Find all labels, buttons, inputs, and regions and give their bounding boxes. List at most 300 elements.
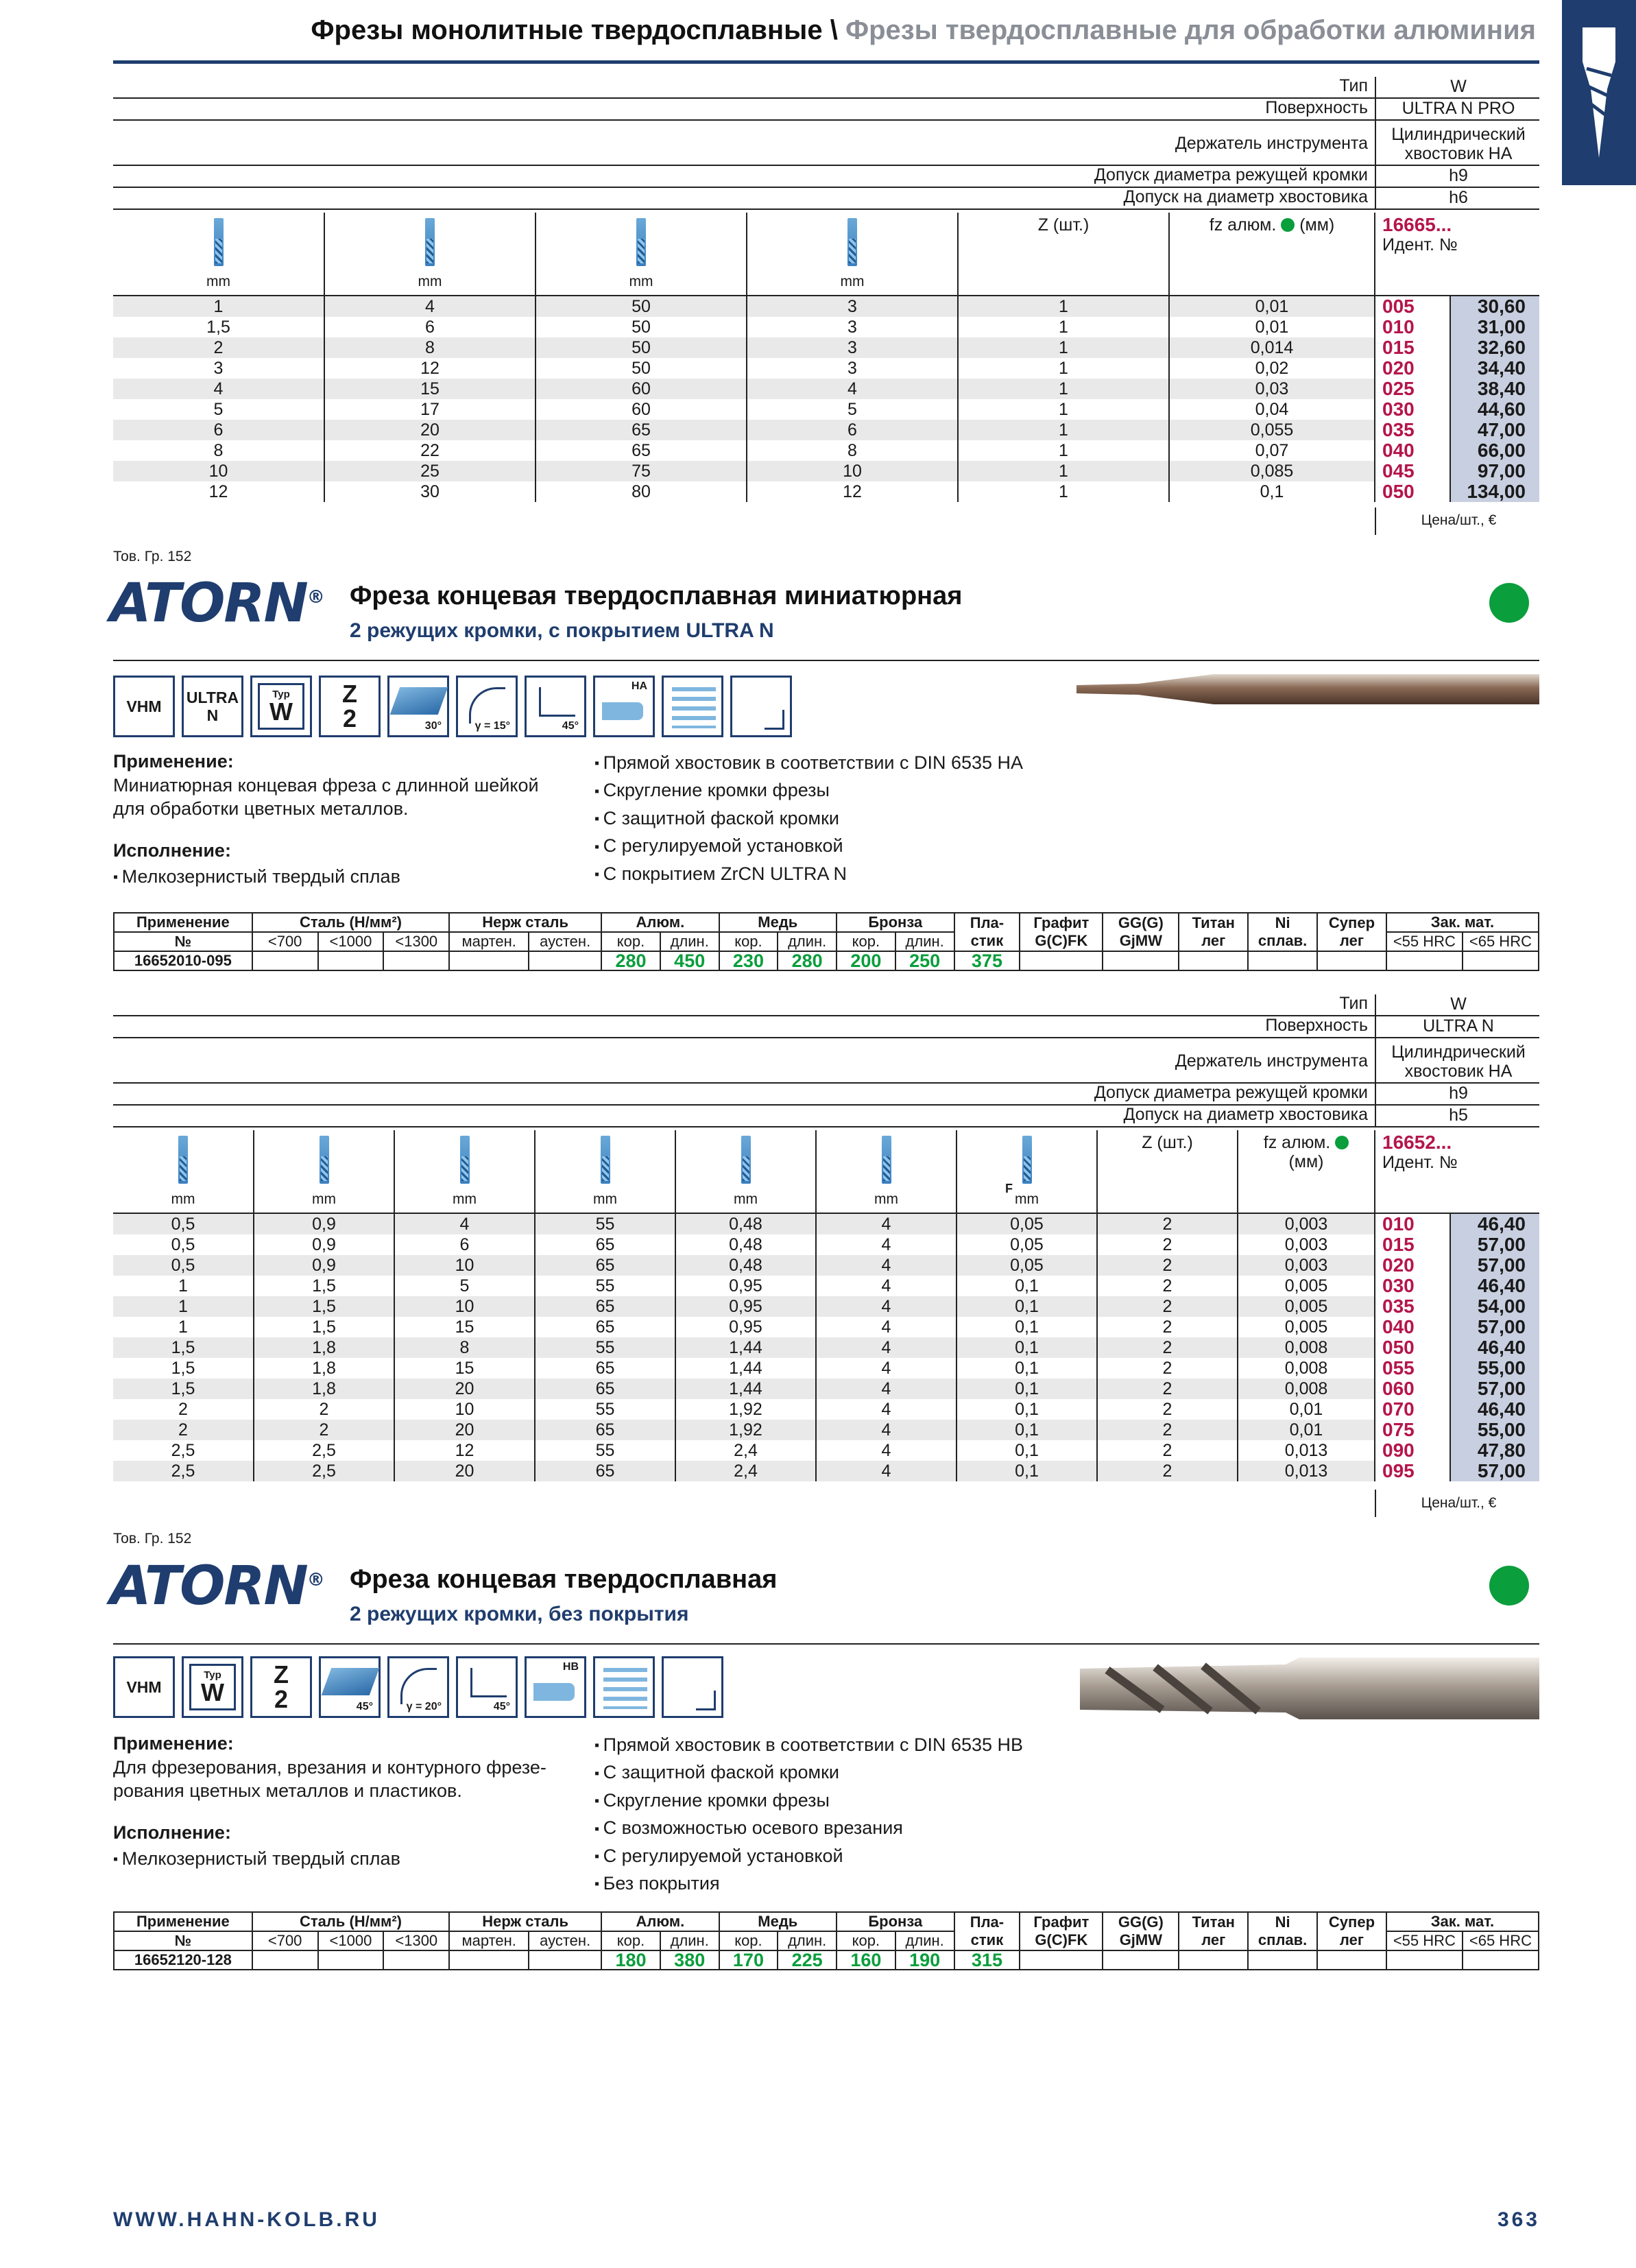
table-cell: 12	[394, 1440, 535, 1461]
table-cell: 0,05	[957, 1255, 1097, 1276]
spec-row: Поверхность ULTRA N PRO	[113, 99, 1539, 121]
table-cell: 0,07	[1169, 440, 1375, 461]
table-cell: 0,055	[1169, 420, 1375, 440]
table-cell: 0,01	[1238, 1420, 1375, 1440]
table-cell: 0,003	[1238, 1234, 1375, 1255]
type-w-icon: Typ W	[182, 1656, 243, 1718]
ident-code: 040	[1375, 440, 1450, 461]
table-cell: 1,5	[254, 1317, 394, 1337]
table-cell: 1	[178, 1317, 188, 1337]
neck-length-col: mm	[394, 1130, 535, 1213]
table-cell: 5	[747, 399, 958, 420]
table-cell: 0,008	[1238, 1358, 1375, 1378]
table-cell: 3	[747, 337, 958, 358]
execution-list: ▪ Мелкозернистый твердый сплав	[113, 1846, 400, 1873]
table-cell: 1,5	[254, 1276, 394, 1296]
table-cell: 1,92	[675, 1399, 816, 1420]
table-cell: 0,008	[1238, 1337, 1375, 1358]
milling-strategy-icon	[593, 1656, 655, 1718]
table-cell: 0,48	[675, 1234, 816, 1255]
ident-code: 005	[1375, 296, 1450, 317]
plunge-icon	[662, 1656, 723, 1718]
price: 32,60	[1450, 337, 1539, 358]
table-cell: 55	[535, 1399, 675, 1420]
table-row	[113, 1358, 1539, 1378]
table-cell: 1,5	[206, 318, 230, 337]
table-cell: 2,4	[675, 1461, 816, 1481]
diameter-col: mm	[113, 1130, 254, 1213]
shank-diameter-icon	[847, 218, 857, 266]
table-cell: 20	[394, 1461, 535, 1481]
application-heading: Применение:	[113, 1733, 234, 1754]
table-cell: 8	[213, 441, 224, 460]
table-cell: 10	[113, 461, 324, 481]
table-cell: 0,1	[957, 1440, 1097, 1461]
table-cell: 0,003	[1238, 1213, 1375, 1234]
application-text: Для фрезерования, врезания и контурного фрезе-рования цветных металлов и пластиков.	[113, 1757, 546, 1801]
table-row	[113, 1399, 1539, 1420]
table-cell: 0,9	[254, 1213, 394, 1234]
ultra-n-icon: ULTRA N	[182, 676, 243, 737]
mini-end-mill-image	[1076, 669, 1539, 710]
table-cell: 20	[394, 1378, 535, 1399]
table-cell: 1	[958, 420, 1169, 440]
ident-code: 070	[1375, 1399, 1450, 1420]
ident-code: 055	[1375, 1358, 1450, 1378]
total-length-col: mm	[535, 1130, 675, 1213]
table-row	[113, 1255, 1539, 1276]
diameter-col: mm	[113, 213, 324, 296]
vhm-icon: VHM	[113, 1656, 175, 1718]
helix-angle-icon: 45°	[319, 1656, 381, 1718]
table-cell: 15	[394, 1317, 535, 1337]
table-row	[113, 1213, 1539, 1234]
table-cell: 4	[816, 1296, 957, 1317]
table-cell: 0,9	[254, 1255, 394, 1276]
table-cell: 0,013	[1238, 1461, 1375, 1481]
z-col: Z (шт.)	[1097, 1130, 1238, 1213]
table-cell: 1	[958, 481, 1169, 502]
ident-code: 020	[1375, 358, 1450, 379]
table-cell: 55	[535, 1440, 675, 1461]
table-cell: 50	[536, 358, 747, 379]
feature-icons	[113, 676, 792, 737]
plunge-icon	[730, 676, 792, 737]
table-row	[113, 481, 1539, 502]
product-group: Тов. Гр. 152	[113, 549, 192, 564]
table-cell: 8	[394, 1337, 535, 1358]
price: 57,00	[1450, 1317, 1539, 1337]
table-cell: 0,05	[957, 1234, 1097, 1255]
page-title: Фрезы монолитные твердосплавные \ Фрезы твердосплавные для обработки алюминия	[311, 15, 1536, 45]
spec-row: Держатель инструмента Цилиндрический хвостовик HA	[113, 1038, 1539, 1084]
ident-code: 090	[1375, 1440, 1450, 1461]
table-cell: 1	[958, 461, 1169, 481]
application-heading: Применение:	[113, 751, 234, 772]
table-cell: 3	[213, 359, 224, 378]
table-cell: 4	[816, 1276, 957, 1296]
table-cell: 65	[535, 1461, 675, 1481]
price: 34,40	[1450, 358, 1539, 379]
table-cell: 20	[324, 420, 536, 440]
total-length-icon	[636, 218, 646, 266]
price: 38,40	[1450, 379, 1539, 399]
rule	[1375, 508, 1376, 535]
table-cell: 2	[1097, 1255, 1238, 1276]
table-row	[113, 1296, 1539, 1317]
price: 47,80	[1450, 1440, 1539, 1461]
table-cell: 2,5	[113, 1461, 254, 1481]
table-cell: 1	[958, 296, 1169, 317]
table-cell: 0,005	[1238, 1276, 1375, 1296]
table-cell: 10	[394, 1255, 535, 1276]
ident-code: 075	[1375, 1420, 1450, 1440]
price: 31,00	[1450, 317, 1539, 337]
shank-hb-icon: HB	[525, 1656, 586, 1718]
chamfer-angle-icon: 45°	[525, 676, 586, 737]
table-cell: 4	[816, 1337, 957, 1358]
mid-specs	[113, 994, 1539, 1127]
chamfer-f-icon	[1022, 1136, 1032, 1184]
green-dot-icon	[1335, 1136, 1349, 1149]
ident-code: 025	[1375, 379, 1450, 399]
table-cell: 15	[394, 1358, 535, 1378]
table-cell: 0,085	[1169, 461, 1375, 481]
price: 66,00	[1450, 440, 1539, 461]
table-cell: 3	[747, 317, 958, 337]
header-rule	[113, 60, 1539, 64]
shank-col: mm	[747, 213, 958, 296]
cut-length-col: mm	[324, 213, 536, 296]
fz-col: fz алюм. (мм)	[1169, 213, 1375, 296]
table-cell: 6	[747, 420, 958, 440]
table-cell: 17	[324, 399, 536, 420]
table-cell: 2	[1097, 1399, 1238, 1420]
z-col: Z (шт.)	[958, 213, 1169, 296]
ident-code: 015	[1375, 1234, 1450, 1255]
table-cell: 1,5	[171, 1359, 195, 1378]
table-cell: 1	[113, 296, 324, 317]
table-cell: 6	[113, 420, 324, 440]
table-cell: 4	[324, 296, 536, 317]
price: 54,00	[1450, 1296, 1539, 1317]
table-cell: 6	[324, 317, 536, 337]
total-length-icon	[601, 1136, 610, 1184]
table-cell: 1,44	[675, 1337, 816, 1358]
table-cell: 0,014	[1169, 337, 1375, 358]
table-cell: 0,02	[1169, 358, 1375, 379]
product-group: Тов. Гр. 152	[113, 1531, 192, 1547]
table-cell: 2	[113, 1420, 254, 1440]
table-row	[113, 399, 1539, 420]
ident-code: 050	[1375, 481, 1450, 502]
table-cell: 1	[958, 379, 1169, 399]
table-cell: 0,48	[675, 1255, 816, 1276]
rule	[1375, 1490, 1376, 1517]
table-cell: 10	[394, 1399, 535, 1420]
cutting-length-icon	[425, 218, 435, 266]
table-cell: 4	[816, 1420, 957, 1440]
article-number: 16652120-128	[114, 1950, 252, 1970]
table-cell: 60	[536, 379, 747, 399]
table-cell: 12	[324, 358, 536, 379]
article-number: 16652010-095	[114, 951, 252, 970]
table-cell: 30	[324, 481, 536, 502]
end-mill-image	[1080, 1656, 1539, 1721]
table-cell: 0,95	[675, 1276, 816, 1296]
table-row	[113, 1378, 1539, 1399]
table-cell: 0,013	[1238, 1440, 1375, 1461]
tool-diameter-icon	[178, 1136, 188, 1184]
table-cell: 50	[536, 296, 747, 317]
table-cell: 65	[535, 1255, 675, 1276]
table-cell: 1,92	[675, 1420, 816, 1440]
table-cell: 1	[958, 440, 1169, 461]
table-cell: 5	[213, 400, 224, 419]
table-cell: 0,5	[113, 1255, 254, 1276]
table-cell: 1,5	[113, 1378, 254, 1399]
table-cell: 0,1	[957, 1399, 1097, 1420]
spec-row: Поверхность ULTRA N	[113, 1016, 1539, 1038]
table-cell: 2	[1097, 1337, 1238, 1358]
table-cell: 0,95	[675, 1296, 816, 1317]
price: 97,00	[1450, 461, 1539, 481]
section-rule	[113, 660, 1539, 661]
cut-length-col: mm	[254, 1130, 394, 1213]
price: 55,00	[1450, 1358, 1539, 1378]
table-cell: 80	[536, 481, 747, 502]
table-row	[113, 317, 1539, 337]
table-cell: 2	[1097, 1440, 1238, 1461]
spec-row: Допуск диаметра режущей кромки h9	[113, 166, 1539, 188]
table-cell: 0,1	[957, 1317, 1097, 1337]
table-cell: 0,04	[1169, 399, 1375, 420]
table-cell: 1,8	[254, 1378, 394, 1399]
table-cell: 15	[324, 379, 536, 399]
table-cell: 0,003	[1238, 1255, 1375, 1276]
table-row	[113, 337, 1539, 358]
table-cell: 2	[1097, 1234, 1238, 1255]
ident-col: 16665... Идент. №	[1375, 213, 1539, 296]
ident-code: 060	[1375, 1378, 1450, 1399]
table-row	[113, 1234, 1539, 1255]
table-cell: 0,1	[957, 1276, 1097, 1296]
table-cell: 1,5	[113, 1337, 254, 1358]
table-cell: 65	[535, 1420, 675, 1440]
table-cell: 65	[535, 1358, 675, 1378]
table-cell: 0,01	[1238, 1399, 1375, 1420]
table-cell: 65	[535, 1296, 675, 1317]
table-row	[113, 440, 1539, 461]
table-cell: 65	[535, 1234, 675, 1255]
shank-ha-icon: HA	[593, 676, 655, 737]
chamfer-col: F mm	[957, 1130, 1097, 1213]
table-cell: 1	[958, 337, 1169, 358]
table-cell: 0,1	[957, 1461, 1097, 1481]
ident-code: 010	[1375, 317, 1450, 337]
price: 46,40	[1450, 1276, 1539, 1296]
price: 46,40	[1450, 1337, 1539, 1358]
ident-code: 020	[1375, 1255, 1450, 1276]
table-cell: 65	[535, 1317, 675, 1337]
flutes-icon: Z 2	[319, 676, 381, 737]
top-tool-table	[113, 213, 1539, 502]
ident-code: 035	[1375, 1296, 1450, 1317]
site-url[interactable]: WWW.HAHN-KOLB.RU	[113, 2208, 380, 2231]
price: 30,60	[1450, 296, 1539, 317]
spec-row: Допуск диаметра режущей кромки h9	[113, 1084, 1539, 1106]
table-row	[113, 461, 1539, 481]
table-cell: 12	[747, 481, 958, 502]
rake-angle-icon: γ = 15°	[456, 676, 518, 737]
table-cell: 65	[536, 420, 747, 440]
table-cell: 2	[113, 337, 324, 358]
table-cell: 0,01	[1169, 296, 1375, 317]
table-cell: 10	[747, 461, 958, 481]
table-row	[113, 1276, 1539, 1296]
table-row	[113, 1440, 1539, 1461]
atorn-logo: ATORN®	[110, 573, 324, 634]
table-cell: 0,1	[957, 1378, 1097, 1399]
table-cell: 1	[958, 317, 1169, 337]
table-cell: 0,1	[1169, 481, 1375, 502]
ident-code: 035	[1375, 420, 1450, 440]
table-cell: 1,8	[254, 1337, 394, 1358]
table-cell: 0,95	[675, 1317, 816, 1337]
table-cell: 2,5	[254, 1440, 394, 1461]
neck-diameter-icon	[741, 1136, 751, 1184]
table-cell: 22	[324, 440, 536, 461]
table-cell: 1,8	[254, 1358, 394, 1378]
spec-row: Держатель инструмента Цилиндрический хвостовик HA	[113, 121, 1539, 166]
table-row	[113, 296, 1539, 317]
table-cell: 65	[536, 440, 747, 461]
table-cell: 55	[535, 1276, 675, 1296]
table-cell: 55	[535, 1337, 675, 1358]
aluminium-green-dot-icon	[1489, 1566, 1529, 1605]
table-cell: 50	[536, 337, 747, 358]
table-row	[113, 1461, 1539, 1481]
table-cell: 2,5	[254, 1461, 394, 1481]
table-cell: 2	[178, 1400, 188, 1419]
table-row	[113, 1337, 1539, 1358]
execution-heading: Исполнение:	[113, 840, 231, 861]
table-cell: 4	[816, 1440, 957, 1461]
table-cell: 6	[394, 1234, 535, 1255]
table-cell: 2,4	[675, 1440, 816, 1461]
milling-strategy-icon	[662, 676, 723, 737]
price: 47,00	[1450, 420, 1539, 440]
table-cell: 1	[178, 1276, 188, 1296]
atorn-logo: ATORN®	[110, 1555, 324, 1617]
table-cell: 75	[536, 461, 747, 481]
price: 44,60	[1450, 399, 1539, 420]
table-cell: 55	[535, 1213, 675, 1234]
cutting-length-icon	[320, 1136, 329, 1184]
table-cell: 0,5	[113, 1213, 254, 1234]
table-cell: 50	[536, 317, 747, 337]
execution-list: ▪ Мелкозернистый твердый сплав	[113, 863, 400, 891]
rake-angle-icon: γ = 20°	[387, 1656, 449, 1718]
spec-row: Допуск на диаметр хвостовика h6	[113, 188, 1539, 210]
top-specs	[113, 77, 1539, 210]
ident-code: 030	[1375, 1276, 1450, 1296]
table-cell: 2	[1097, 1461, 1238, 1481]
table-cell: 4	[816, 1255, 957, 1276]
mid-tool-table	[113, 1130, 1539, 1481]
table-cell: 0,03	[1169, 379, 1375, 399]
ident-code: 040	[1375, 1317, 1450, 1337]
ident-code: 010	[1375, 1213, 1450, 1234]
table-cell: 3	[747, 296, 958, 317]
table-cell: 60	[536, 399, 747, 420]
ident-code: 030	[1375, 399, 1450, 420]
cutting-speed-table: Применение Сталь (Н/мм²) Нерж сталь Алюм. Медь Бронза Пла- стик Графит G(C)FK GG(G) GjMW Титан лег Ni сплав. Супер лег Зак. мат. № <700 <1000 <1300 мартен. аустен. кор. длин. кор. длин. кор. длин. <55 HRC <65 HRC 16652010-095 280 450 230 280 200 250 375	[113, 912, 1539, 971]
cutting-speed-table: Применение Сталь (Н/мм²) Нерж сталь Алюм. Медь Бронза Пла- стик Графит G(C)FK GG(G) GjMW Титан лег Ni сплав. Супер лег Зак. мат. № <700 <1000 <1300 мартен. аустен. кор. длин. кор. длин. кор. длин. <55 HRC <65 HRC 16652120-128 180 380 170 225 160 190 315	[113, 1911, 1539, 1970]
helix-angle-icon: 30°	[387, 676, 449, 737]
table-cell: 2	[1097, 1358, 1238, 1378]
table-cell: 0,1	[957, 1358, 1097, 1378]
table-cell: 20	[394, 1420, 535, 1440]
table-cell: 0,1	[957, 1296, 1097, 1317]
table-cell: 1	[958, 399, 1169, 420]
table-cell: 4	[816, 1234, 957, 1255]
price: 46,40	[1450, 1399, 1539, 1420]
table-row	[113, 1420, 1539, 1440]
ident-code: 015	[1375, 337, 1450, 358]
price: 46,40	[1450, 1213, 1539, 1234]
ident-code: 050	[1375, 1337, 1450, 1358]
table-cell: 0,5	[171, 1235, 195, 1254]
price: 55,00	[1450, 1420, 1539, 1440]
table-cell: 0,005	[1238, 1296, 1375, 1317]
table-cell: 0,05	[957, 1213, 1097, 1234]
table-cell: 2	[254, 1399, 394, 1420]
vhm-icon: VHM	[113, 676, 175, 737]
table-cell: 1,5	[254, 1296, 394, 1317]
table-cell: 4	[113, 379, 324, 399]
table-cell: 4	[816, 1378, 957, 1399]
ident-col: 16652... Идент. №	[1375, 1130, 1539, 1213]
feature-icons	[113, 1656, 723, 1718]
table-cell: 1,44	[675, 1378, 816, 1399]
shank-diameter-icon	[882, 1136, 891, 1184]
neck-diameter-col: mm	[675, 1130, 816, 1213]
spec-row: Допуск на диаметр хвостовика h5	[113, 1106, 1539, 1127]
table-cell: 4	[816, 1213, 957, 1234]
price-note: Цена/шт., €	[1421, 1495, 1497, 1511]
table-cell: 4	[816, 1399, 957, 1420]
table-row	[113, 420, 1539, 440]
table-cell: 3	[747, 358, 958, 379]
neck-length-icon	[460, 1136, 470, 1184]
table-cell: 1	[958, 358, 1169, 379]
table-cell: 10	[394, 1296, 535, 1317]
page-number: 363	[1497, 2208, 1540, 2231]
ident-code: 095	[1375, 1461, 1450, 1481]
table-cell: 65	[535, 1378, 675, 1399]
table-cell: 2	[1097, 1296, 1238, 1317]
product-subtitle: 2 режущих кромки, с покрытием ULTRA N	[350, 619, 774, 642]
table-cell: 8	[324, 337, 536, 358]
spec-row: Тип W	[113, 77, 1539, 99]
drill-icon	[1562, 0, 1636, 185]
table-cell: 4	[816, 1358, 957, 1378]
feature-list: ▪ Прямой хвостовик в соответствии с DIN 6535 HA ▪ Скругление кромки фрезы ▪ С защитной фаской кромки ▪ С регулируемой установкой ▪ С покрытием ZrCN ULTRA N	[594, 750, 1023, 888]
table-cell: 0,48	[675, 1213, 816, 1234]
price: 57,00	[1450, 1255, 1539, 1276]
table-cell: 4	[747, 379, 958, 399]
